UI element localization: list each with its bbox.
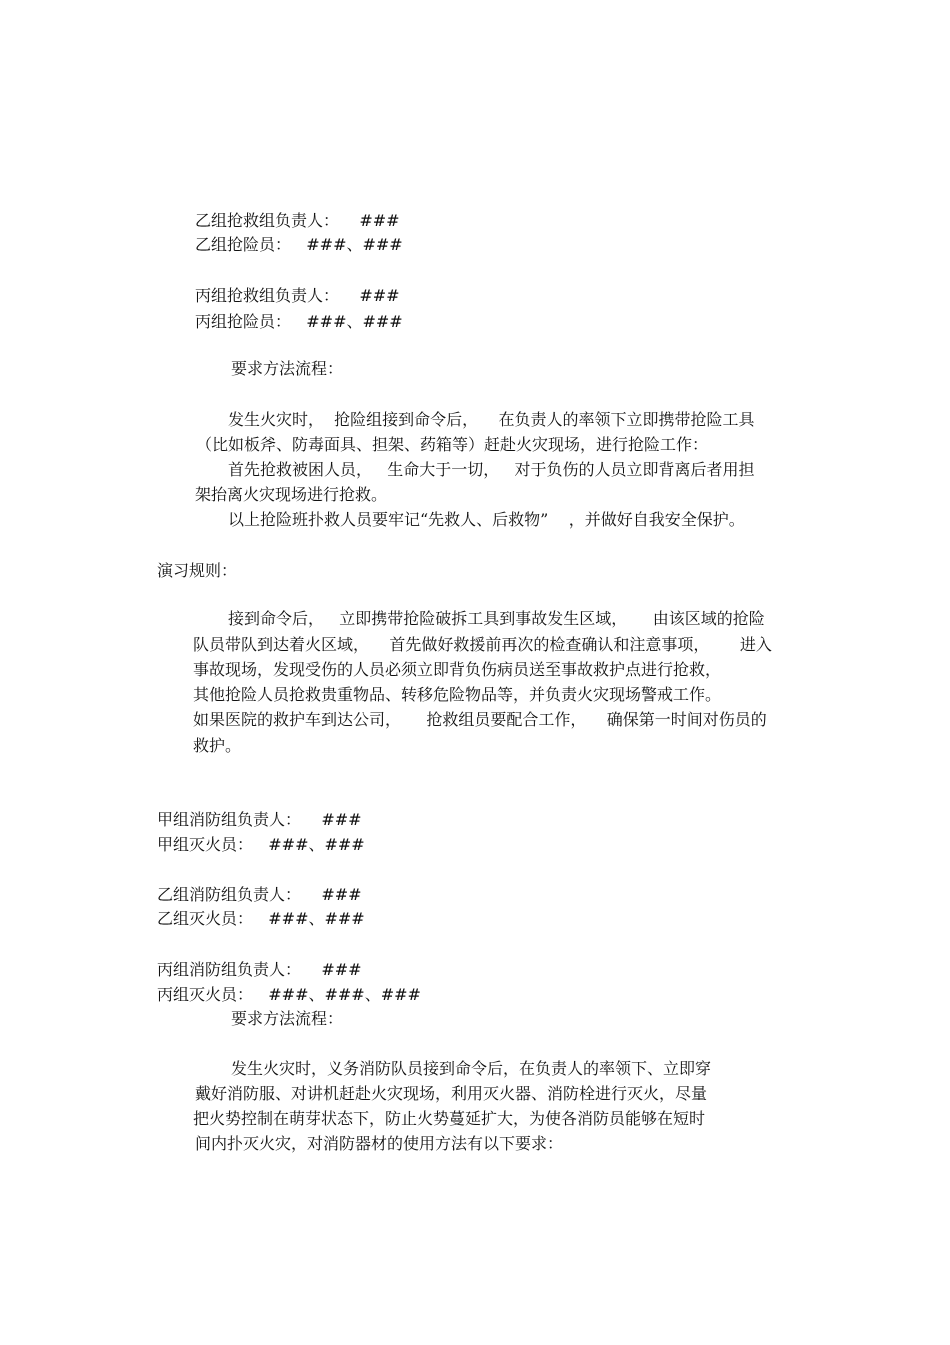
rescue-method-heading: 要求方法流程： — [231, 359, 344, 378]
fire-method-line: 戴好消防服、对讲机赶赴火灾现场，利用灭火器、消防栓进行灭火，尽量 — [195, 1084, 708, 1103]
drill-rules-line: 救护。 — [193, 736, 242, 755]
fire-method-heading: 要求方法流程： — [231, 1009, 344, 1028]
fire-group-c-leader: 丙组消防组负责人： ### — [157, 960, 362, 979]
drill-rules-line: 如果医院的救护车到达公司， 抢救组员要配合工作， 确保第一时间对伤员的 — [193, 710, 767, 729]
rescue-group-b-leader: 乙组抢救组负责人： ### — [195, 211, 400, 230]
drill-rules-line: 队员带队到达着火区域， 首先做好救援前再次的检查确认和注意事项， 进入 — [193, 635, 772, 654]
rescue-group-c-members: 丙组抢险员： ###、### — [195, 312, 403, 331]
drill-rules-heading: 演习规则： — [157, 561, 238, 580]
rescue-group-b-members: 乙组抢险员： ###、### — [195, 235, 403, 254]
fire-group-c-members: 丙组灭火员： ###、###、### — [157, 985, 421, 1004]
fire-group-b-leader: 乙组消防组负责人： ### — [157, 885, 362, 904]
fire-method-line: 间内扑灭火灾，对消防器材的使用方法有以下要求： — [195, 1134, 564, 1153]
drill-rules-line: 其他抢险人员抢救贵重物品、转移危险物品等，并负责火灾现场警戒工作。 — [193, 685, 722, 704]
fire-method-line: 发生火灾时，义务消防队员接到命令后，在负责人的率领下、立即穿 — [231, 1059, 712, 1078]
rescue-method-line: 首先抢救被困人员， 生命大于一切， 对于负伤的人员立即背离后者用担 — [228, 460, 755, 479]
drill-rules-line: 事故现场，发现受伤的人员必须立即背负伤病员送至事故救护点进行抢救， — [193, 660, 722, 679]
fire-method-line: 把火势控制在萌芽状态下，防止火势蔓延扩大，为使各消防员能够在短时 — [193, 1109, 706, 1128]
rescue-group-c-leader: 丙组抢救组负责人： ### — [195, 286, 400, 305]
drill-rules-line: 接到命令后， 立即携带抢险破拆工具到事故发生区域， 由该区域的抢险 — [228, 609, 765, 628]
fire-group-b-members: 乙组灭火员： ###、### — [157, 909, 365, 928]
fire-group-a-leader: 甲组消防组负责人： ### — [157, 810, 362, 829]
rescue-method-line: （比如板斧、防毒面具、担架、药箱等）赶赴火灾现场，进行抢险工作： — [196, 435, 709, 454]
rescue-method-line: 架抬离火灾现场进行抢救。 — [195, 485, 388, 504]
rescue-method-line: 以上抢险班扑救人员要牢记“先救人、后救物” ，并做好自我安全保护。 — [228, 510, 745, 529]
rescue-method-line: 发生火灾时， 抢险组接到命令后， 在负责人的率领下立即携带抢险工具 — [228, 410, 755, 429]
fire-group-a-members: 甲组灭火员： ###、### — [157, 835, 365, 854]
